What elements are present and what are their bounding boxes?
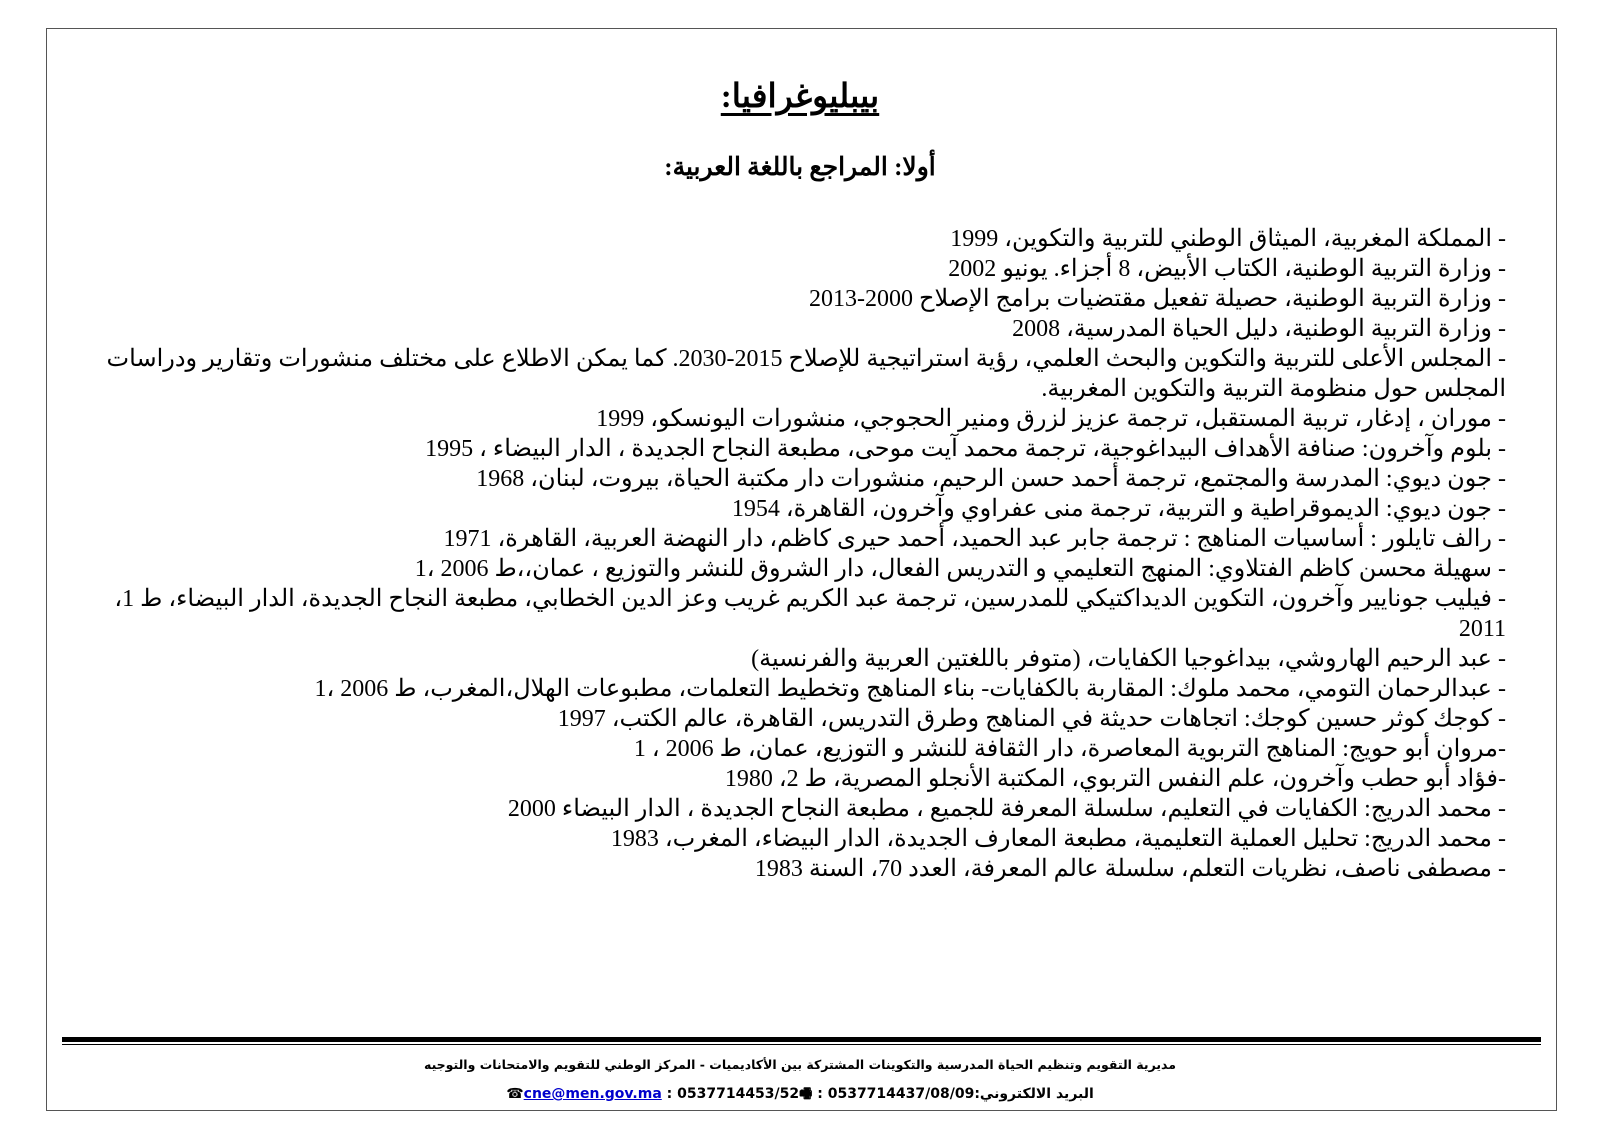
fax-icon: 🖷 bbox=[799, 1086, 813, 1102]
reference-item: -مروان أبو حويج: المناهج التربوية المعاصرة، دار الثقافة للنشر و التوزيع، عمان، ط 2006 ، 1 bbox=[633, 736, 1506, 762]
reference-item: - محمد الدريج: الكفايات في التعليم، سلسلة المعرفة للجميع ، مطبعة النجاح الجديدة ، الدار البيضاء 2000 bbox=[507, 796, 1506, 822]
footer-divider-thick bbox=[62, 1037, 1541, 1042]
footer-organization: مديرية التقويم وتنظيم الحياة المدرسية والتكوينات المشتركة بين الأكاديميات - المركز الوطني للتقويم والامتحانات والتوجيه bbox=[423, 1057, 1177, 1072]
section-heading: أولا: المراجع باللغة العربية: bbox=[664, 154, 936, 181]
footer-contact bbox=[0, 1083, 1600, 1107]
reference-item: - موران ، إدغار، تربية المستقبل، ترجمة عزيز لزرق ومنير الحجوجي، منشورات اليونسكو، 1999 bbox=[596, 406, 1506, 432]
reference-item: - محمد الدريج: تحليل العملية التعليمية، مطبعة المعارف الجديدة، الدار البيضاء، المغرب، 1983 bbox=[610, 826, 1506, 852]
reference-item: - رالف تايلور : أساسيات المناهج : ترجمة جابر عبد الحميد، أحمد حيرى كاظم، دار النهضة العربية، القاهرة، 1971 bbox=[443, 526, 1506, 552]
email-link[interactable]: cne@men.gov.ma bbox=[523, 1086, 662, 1102]
page-title: بيبليوغرافيا: bbox=[720, 79, 880, 115]
reference-item: - كوجك كوثر حسين كوجك: اتجاهات حديثة في المناهج وطرق التدريس، القاهرة، عالم الكتب، 1997 bbox=[557, 706, 1506, 732]
reference-item: - وزارة التربية الوطنية، دليل الحياة المدرسية، 2008 bbox=[1012, 316, 1506, 342]
reference-item: - فيليب جونايير وآخرون، التكوين الديداكتيكي للمدرسين، ترجمة عبد الكريم غريب وعز الدين الخطابي، مطبعة النجاح الجديدة، الدار البيضاء، ط 1، 2011 bbox=[114, 586, 1506, 642]
reference-item: - المجلس الأعلى للتربية والتكوين والبحث العلمي، رؤية استراتيجية للإصلاح 2015-2030. كما يمكن الاطلاع على مختلف منشورات وتقارير ودراسات المجلس حول منظومة التربية والتكوين المغربية. bbox=[106, 346, 1506, 402]
email-label: البريد الالكتروني: bbox=[974, 1086, 1094, 1102]
references-list bbox=[76, 224, 1506, 884]
separator: : bbox=[661, 1086, 678, 1102]
separator: : bbox=[812, 1086, 828, 1102]
reference-item: - سهيلة محسن كاظم الفتلاوي: المنهج التعليمي و التدريس الفعال، دار الشروق للنشر والتوزيع ، عمان،،ط 2006 ،1 bbox=[414, 556, 1506, 582]
reference-item: - عبدالرحمان التومي، محمد ملوك: المقاربة بالكفايات- بناء المناهج وتخطيط التعلمات، مطبوعات الهلال،المغرب، ط 2006 ،1 bbox=[314, 676, 1506, 702]
reference-item: - جون ديوي: الديموقراطية و التربية، ترجمة منى عفراوي وآخرون، القاهرة، 1954 bbox=[731, 496, 1506, 522]
phone-icon: ☎ bbox=[506, 1086, 524, 1102]
reference-item: - المملكة المغربية، الميثاق الوطني للتربية والتكوين، 1999 bbox=[950, 226, 1506, 252]
reference-item: - مصطفى ناصف، نظريات التعلم، سلسلة عالم المعرفة، العدد 70، السنة 1983 bbox=[754, 856, 1506, 882]
reference-item: -فؤاد أبو حطب وآخرون، علم النفس التربوي، المكتبة الأنجلو المصرية، ط 2، 1980 bbox=[724, 766, 1506, 792]
phone-number: 0537714437/08/09 bbox=[827, 1086, 975, 1102]
reference-item: - جون ديوي: المدرسة والمجتمع، ترجمة أحمد حسن الرحيم، منشورات دار مكتبة الحياة، بيروت، لبنان، 1968 bbox=[476, 466, 1506, 492]
reference-item: - عبد الرحيم الهاروشي، بيداغوجيا الكفايات، (متوفر باللغتين العربية والفرنسية) bbox=[751, 646, 1506, 672]
fax-number: 0537714453/52 bbox=[677, 1086, 800, 1102]
reference-item: - وزارة التربية الوطنية، حصيلة تفعيل مقتضيات برامج الإصلاح 2000-2013 bbox=[808, 286, 1506, 312]
footer-divider-thin bbox=[62, 1044, 1541, 1045]
reference-item: - وزارة التربية الوطنية، الكتاب الأبيض، 8 أجزاء. يونيو 2002 bbox=[948, 256, 1506, 282]
reference-item: - بلوم وآخرون: صنافة الأهداف البيداغوجية، ترجمة محمد آيت موحى، مطبعة النجاح الجديدة ، الدار البيضاء ، 1995 bbox=[425, 436, 1506, 462]
